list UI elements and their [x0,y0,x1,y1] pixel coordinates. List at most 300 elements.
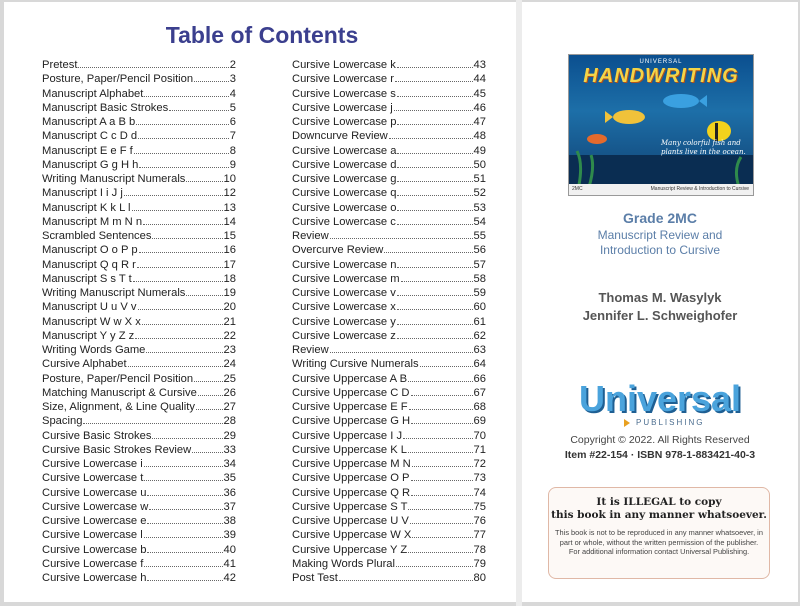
toc-entry [292,115,486,129]
toc-entry-page: 35 [223,472,236,485]
toc-dot-leader [411,414,472,424]
toc-entry-label: Post Test [292,572,338,584]
toc-entry-label: Spacing [42,415,83,428]
cover-strip [569,184,753,195]
toc-entry-page: 60 [473,301,486,314]
toc-entry-label: Cursive Lowercase n [292,258,397,271]
toc-entry [42,429,236,443]
fish-icon [707,121,731,141]
toc-dot-leader [397,158,472,168]
toc-entry-page: 27 [223,401,236,413]
toc-dot-leader [397,58,473,68]
toc-entry-label: Cursive Uppercase A B [292,372,408,385]
toc-entry [42,514,236,528]
toc-entry [292,215,486,229]
toc-entry-page: 2 [229,59,236,71]
toc-dot-leader [397,186,472,196]
toc-entry [292,471,486,485]
toc-entry-page: 79 [473,557,486,570]
toc-entry-page: 73 [473,472,486,485]
toc-entry [292,486,486,500]
toc-dot-leader [78,58,228,68]
toc-entry-page: 57 [473,258,486,271]
toc-dot-leader [410,514,473,524]
toc-entry-label: Scrambled Sentences [42,230,152,242]
toc-entry-label: Cursive Lowercase v [292,287,396,299]
toc-entry-label: Downcurve Review [292,130,388,143]
toc-dot-leader [152,229,222,239]
toc-entry-label: Manuscript W w X x [42,315,141,328]
subtitle-line-2: Introduction to Cursive [599,243,721,257]
toc-entry-page: 59 [473,287,486,299]
toc-entry-page: 44 [473,73,486,86]
toc-dot-leader [186,172,222,182]
toc-entry-label: Cursive Lowercase e [42,515,147,527]
toc-entry-page: 24 [223,358,236,371]
toc-entry-page: 5 [229,101,236,114]
toc-dot-leader [397,315,473,325]
toc-entry-label: Cursive Lowercase j [292,101,393,114]
toc-dot-leader [408,443,473,453]
toc-entry-label: Cursive Alphabet [42,358,127,371]
toc-entry-page: 15 [223,230,236,242]
toc-entry-page: 10 [223,173,236,185]
toc-entry-label: Writing Cursive Numerals [292,358,419,371]
toc-entry [292,243,486,257]
toc-entry-page: 19 [223,287,236,299]
toc-entry-label: Cursive Lowercase m [292,272,400,285]
toc-entry [42,400,236,414]
toc-dot-leader [144,87,228,97]
toc-dot-leader [152,429,222,439]
toc-dot-leader [330,343,473,353]
toc-entry-label: Cursive Uppercase M N [292,458,411,470]
toc-entry [292,315,486,329]
toc-entry-label: Cursive Lowercase a [292,144,397,157]
toc-entry-label: Cursive Uppercase U V [292,515,409,527]
toc-entry-page: 50 [473,158,486,171]
toc-entry-label: Cursive Lowercase d [292,158,397,171]
toc-entry-page: 28 [223,415,236,428]
toc-entry [42,528,236,542]
book-subtitle [522,228,798,258]
toc-entry-label: Cursive Lowercase h [42,572,147,584]
toc-entry-page: 62 [473,329,486,342]
toc-dot-leader [409,400,473,410]
grade-heading: Grade 2MC [623,210,697,226]
toc-dot-leader [397,286,473,296]
toc-entry [42,300,236,314]
toc-dot-leader [412,457,473,467]
toc-entry [292,557,486,571]
toc-dot-leader [397,300,473,310]
toc-entry [42,258,236,272]
toc-entry-page: 12 [223,187,236,200]
toc-entry-label: Manuscript C c D d [42,130,138,143]
toc-entry [42,372,236,386]
toc-entry [42,571,236,585]
toc-dot-leader [146,343,222,353]
subtitle-line-1: Manuscript Review and [597,228,723,242]
toc-dot-leader [395,72,473,82]
toc-entry-label: Cursive Uppercase Q R [292,486,411,499]
toc-dot-leader [144,471,222,481]
toc-entry [42,172,236,186]
toc-dot-leader [339,571,473,581]
toc-entry [42,272,236,286]
toc-entry-page: 47 [473,116,486,128]
toc-entry-page: 38 [223,515,236,527]
toc-dot-leader [408,500,472,510]
toc-column-left [42,58,236,585]
toc-entry [42,329,236,343]
toc-entry [42,201,236,215]
toc-entry-label: Cursive Uppercase I J [292,429,403,442]
toc-dot-leader [411,386,473,396]
toc-entry-label: Cursive Lowercase c [292,215,396,228]
toc-entry-page: 3 [229,73,236,86]
toc-dot-leader [139,158,228,168]
toc-dot-leader [397,329,473,339]
toc-dot-leader [169,101,229,111]
toc-entry-label: Cursive Lowercase r [292,73,394,86]
toc-entry-page: 7 [229,130,236,143]
toc-entry [42,457,236,471]
toc-entry-page: 64 [473,358,486,371]
toc-entry-label: Cursive Lowercase x [292,301,396,314]
toc-entry-label: Cursive Lowercase l [42,529,143,542]
toc-entry-page: 72 [473,458,486,470]
fish-icon [613,110,645,124]
toc-entry-page: 54 [473,215,486,228]
toc-entry [292,101,486,115]
toc-entry-label: Manuscript G g H h [42,158,139,171]
toc-entry [292,58,486,72]
toc-dot-leader [389,129,473,139]
toc-entry-page: 20 [223,301,236,314]
toc-entry [292,300,486,314]
toc-entry-label: Cursive Uppercase E F [292,401,408,413]
toc-entry-label: Cursive Basic Strokes [42,429,152,442]
toc-entry [292,500,486,514]
toc-entry [292,229,486,243]
toc-entry-page: 61 [473,315,486,328]
toc-entry-label: Cursive Uppercase S T [292,500,408,513]
toc-entry-label: Writing Words Game [42,344,146,356]
toc-dot-leader [135,329,222,339]
toc-entry [42,357,236,371]
toc-entry-page: 14 [223,215,236,228]
toc-entry [292,329,486,343]
toc-dot-leader [147,543,222,553]
toc-entry-label: Manuscript K k L l [42,201,131,214]
toc-dot-leader [384,243,472,253]
toc-entry [42,186,236,200]
copyright-line: Copyright © 2022. All Rights Reserved [570,434,750,446]
toc-entry-label: Cursive Lowercase o [292,201,397,214]
toc-entry-page: 78 [473,543,486,556]
toc-entry-label: Manuscript Basic Strokes [42,101,169,114]
toc-entry-page: 68 [473,401,486,413]
toc-dot-leader [397,201,472,211]
toc-entry [292,543,486,557]
toc-entry-label: Manuscript E e F f [42,144,133,157]
toc-dot-leader [137,258,223,268]
toc-entry-label: Manuscript M m N n [42,215,143,228]
toc-dot-leader [408,372,473,382]
toc-entry-page: 71 [473,443,486,456]
left-page [4,2,516,602]
toc-entry [292,372,486,386]
toc-entry-page: 17 [223,258,236,271]
toc-dot-leader [186,286,222,296]
toc-entry-page: 42 [223,572,236,584]
toc-entry [292,343,486,357]
toc-entry [42,386,236,400]
toc-dot-leader [194,372,222,382]
toc-entry-label: Cursive Lowercase u [42,486,147,499]
fish-icon [587,134,607,144]
toc-entry-label: Review [292,230,329,242]
toc-entry [42,315,236,329]
author-1: Thomas M. Wasylyk [598,290,722,305]
toc-entry-page: 45 [473,87,486,100]
toc-dot-leader [396,557,473,567]
toc-entry [42,129,236,143]
toc-entry-label: Review [292,344,329,356]
toc-entry [292,258,486,272]
toc-entry-label: Cursive Lowercase i [42,458,143,470]
toc-entry [292,201,486,215]
cover-subtitle: Manuscript Review & Introduction to Cursive [650,186,749,192]
cover-image [568,54,754,196]
toc-dot-leader [411,486,472,496]
toc-entry [292,457,486,471]
toc-entry [292,571,486,585]
toc-dot-leader [142,315,223,325]
toc-entry [42,471,236,485]
toc-entry-page: 53 [473,201,486,214]
toc-entry [42,115,236,129]
toc-entry-label: Cursive Lowercase k [292,59,396,71]
toc-entry-label: Making Words Plural [292,557,396,570]
toc-entry [42,286,236,300]
toc-entry [292,129,486,143]
toc-dot-leader [133,272,223,282]
toc-entry [292,272,486,286]
toc-entry [42,144,236,158]
notice-heading-line-1: It is ILLEGAL to copy [596,496,722,508]
toc-dot-leader [397,258,472,268]
toc-entry-page: 48 [473,130,486,143]
toc-dot-leader [143,215,222,225]
toc-entry-label: Cursive Lowercase q [292,187,397,200]
cover-tagline: Many colorful fish and plants live in the ocean. [661,139,746,156]
toc-dot-leader [403,429,472,439]
toc-entry [42,543,236,557]
toc-entry [42,229,236,243]
toc-dot-leader [128,357,223,367]
toc-entry [292,429,486,443]
toc-entry-page: 4 [229,87,236,100]
toc-entry-label: Cursive Lowercase p [292,116,397,128]
toc-entry-page: 40 [223,543,236,556]
cover-title: HANDWRITING [583,65,739,87]
toc-entry-page: 75 [473,500,486,513]
notice-heading-line-2: this book in any manner whatsoever. [551,509,767,521]
toc-entry-page: 49 [473,144,486,157]
toc-dot-leader [397,144,472,154]
toc-entry [292,386,486,400]
toc-dot-leader [147,486,222,496]
toc-entry-label: Cursive Lowercase g [292,173,397,185]
toc-entry-page: 76 [473,515,486,527]
toc-entry-label: Posture, Paper/Pencil Position [42,372,194,385]
toc-entry-label: Pretest [42,59,78,71]
fish-icon [663,94,699,108]
right-page [522,2,798,602]
toc-dot-leader [397,87,473,97]
toc-entry-label: Cursive Basic Strokes Review [42,443,192,456]
cover-grade: 2MC [572,186,583,192]
toc-entry [42,343,236,357]
toc-entry [292,72,486,86]
cover-brand: UNIVERSAL [639,59,683,65]
toc-entry-label: Manuscript A a B b [42,116,136,128]
toc-dot-leader [192,443,222,453]
toc-dot-leader [147,514,222,524]
toc-entry [292,158,486,172]
toc-entry-label: Manuscript Alphabet [42,87,144,100]
toc-dot-leader [139,243,223,253]
toc-entry [292,514,486,528]
toc-dot-leader [397,172,472,182]
toc-dot-leader [144,557,222,567]
toc-entry-page: 43 [473,59,486,71]
toc-entry [292,528,486,542]
toc-entry-label: Manuscript S s T t [42,272,132,285]
toc-dot-leader [138,300,223,310]
toc-entry-page: 6 [229,116,236,128]
toc-entry-page: 56 [473,244,486,257]
toc-dot-leader [138,129,229,139]
toc-entry [42,215,236,229]
toc-entry [42,443,236,457]
toc-entry [42,72,236,86]
toc-dot-leader [420,357,473,367]
toc-column-right [292,58,486,585]
toc-dot-leader [397,215,473,225]
toc-entry-label: Manuscript O o P p [42,244,138,257]
toc-entry-page: 66 [473,372,486,385]
toc-entry-label: Cursive Uppercase O P [292,472,410,485]
toc-entry-page: 52 [473,187,486,200]
publisher-logo: Universal [578,378,742,419]
toc-entry-label: Cursive Lowercase y [292,315,396,328]
toc-entry-label: Posture, Paper/Pencil Position [42,73,194,86]
author-2: Jennifer L. Schweighofer [582,308,738,323]
toc-dot-leader [83,414,222,424]
toc-entry-page: 74 [473,486,486,499]
toc-entry-page: 39 [223,529,236,542]
toc-entry-page: 70 [473,429,486,442]
toc-dot-leader [194,72,229,82]
toc-entry-page: 18 [223,272,236,285]
toc-dot-leader [408,543,472,553]
toc-entry [42,557,236,571]
toc-entry-page: 23 [223,344,236,356]
toc-entry-label: Size, Alignment, & Line Quality [42,401,195,413]
toc-entry-label: Cursive Uppercase K L [292,443,408,456]
toc-entry-page: 36 [223,486,236,499]
toc-dot-leader [124,186,223,196]
toc-entry-page: 41 [223,557,236,570]
toc-entry-page: 9 [229,158,236,171]
toc-entry-label: Cursive Uppercase W X [292,529,412,542]
toc-dot-leader [397,115,472,125]
toc-entry-page: 51 [473,173,486,185]
toc-entry [42,87,236,101]
item-isbn-line: Item #22-154 · ISBN 978-1-883421-40-3 [564,449,756,461]
toc-entry-label: Writing Manuscript Numerals [42,287,186,299]
toc-dot-leader [412,528,472,538]
toc-entry [42,101,236,115]
toc-entry [292,414,486,428]
toc-entry-page: 29 [223,429,236,442]
toc-entry-page: 16 [223,244,236,257]
toc-dot-leader [149,500,222,510]
toc-dot-leader [132,201,223,211]
toc-entry-page: 63 [473,344,486,356]
toc-entry-label: Manuscript Y y Z z [42,329,135,342]
toc-entry-label: Cursive Lowercase z [292,329,396,342]
toc-entry-page: 37 [223,500,236,513]
toc-entry [292,286,486,300]
toc-dot-leader [144,528,223,538]
toc-entry-label: Cursive Uppercase C D [292,386,410,399]
toc-entry-page: 33 [223,443,236,456]
toc-entry-page: 26 [223,386,236,399]
toc-entry-page: 21 [223,315,236,328]
toc-entry-label: Overcurve Review [292,244,384,257]
toc-entry-page: 80 [473,572,486,584]
notice-heading [549,496,769,522]
toc-entry-page: 22 [223,329,236,342]
toc-dot-leader [330,229,473,239]
toc-entry [42,414,236,428]
toc-entry [292,400,486,414]
toc-entry [42,243,236,257]
toc-dot-leader [134,144,229,154]
toc-entry [292,172,486,186]
toc-dot-leader [136,115,228,125]
toc-entry-label: Matching Manuscript & Cursive [42,386,197,399]
publisher-logo-sub: PUBLISHING [636,418,705,427]
toc-dot-leader [411,471,473,481]
toc-entry-page: 25 [223,372,236,385]
toc-dot-leader [401,272,473,282]
toc-title: Table of Contents [165,22,359,48]
toc-entry-page: 69 [473,415,486,428]
notice-body: This book is not to be reproduced in any manner whatsoever, in part or whole, without the written permission of the publisher. For additional information contact Universal Publishing. [555,528,763,556]
toc-dot-leader [196,400,223,410]
toc-entry-label: Writing Manuscript Numerals [42,173,186,185]
toc-entry-page: 58 [473,272,486,285]
toc-entry [42,58,236,72]
toc-entry-label: Cursive Uppercase G H [292,415,411,428]
toc-entry [292,443,486,457]
toc-entry-label: Cursive Lowercase t [42,472,144,485]
